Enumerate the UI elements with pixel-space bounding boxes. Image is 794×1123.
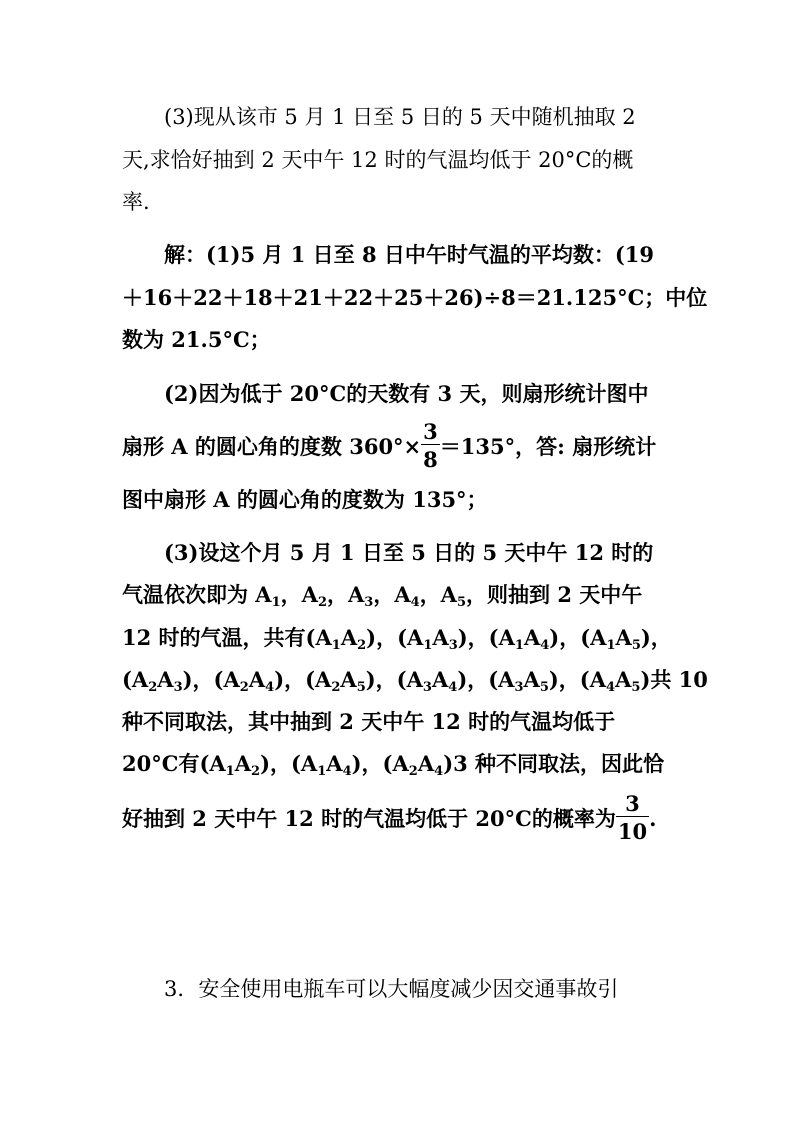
solution-3-line-3: 12 时的气温，共有$(A_1A_2)$，$(A_1A_3)$，$(A_1A_4)$，$(A_1A_5)$， xyxy=(122,625,672,653)
subscript: 2 xyxy=(408,764,418,779)
solution-2-line-2 xyxy=(122,419,682,472)
solution-3-line-7 xyxy=(122,791,682,844)
subscript: 4 xyxy=(434,764,444,779)
text-span: 好抽到 2 天中午 12 时的气温均低于 20°C的概率为 xyxy=(122,806,616,831)
subscript: 1 xyxy=(423,638,433,653)
fraction-3-8 xyxy=(421,421,440,470)
text-span: ，则抽到 2 天中午 xyxy=(466,582,643,607)
solution-3-line-5: 种不同取法，其中抽到 2 天中午 12 时的气温均低于 xyxy=(122,709,616,734)
text-span: 20°C有 xyxy=(122,751,200,776)
text-span: 气温依次即为 A xyxy=(122,582,272,607)
solution-2-line-2-before: 扇形 A 的圆心角的度数 360°× xyxy=(122,434,422,459)
subscript: 3 xyxy=(422,680,432,695)
question-3-line-2: 天,求恰好抽到 2 天中午 12 时的气温均低于 20°C的概 xyxy=(122,148,634,172)
text-span: ，A xyxy=(327,582,365,607)
subscript: 3 xyxy=(448,638,458,653)
solution-3-line-4: $(A_2A_3)$，$(A_2A_4)$，$(A_2A_5)$，$(A_3A_4)$，$(A_3A_5)$，$(A_4A_5)$共 10 xyxy=(122,667,708,695)
subscript: 4 xyxy=(448,680,458,695)
subscript: 5 xyxy=(356,680,366,695)
subscript: 2 xyxy=(317,595,327,610)
subscript: 1 xyxy=(225,764,235,779)
solution-1-line-2: ＋16＋22＋18＋21＋22＋25＋26)÷8＝21.125°C；中位 xyxy=(122,285,708,310)
solution-2-line-1: (2)因为低于 20°C的天数有 3 天，则扇形统计图中 xyxy=(164,381,649,406)
fraction-denominator: 8 xyxy=(423,447,438,472)
subscript: 1 xyxy=(331,638,341,653)
fraction-numerator: 3 xyxy=(423,419,438,444)
fraction-numerator: 3 xyxy=(616,793,649,817)
solution-1-line-1: 解：(1)5 月 1 日至 8 日中午时气温的平均数：(19 xyxy=(164,242,655,267)
subscript: 1 xyxy=(271,595,281,610)
solution-2-line-2-after: ＝135°，答: 扇形统计 xyxy=(439,434,657,459)
subscript: 5 xyxy=(631,638,641,653)
question-3-line-1: (3)现从该市 5 月 1 日至 5 日的 5 天中随机抽取 2 xyxy=(164,105,636,129)
subscript: 2 xyxy=(251,764,261,779)
subscript: 2 xyxy=(331,680,341,695)
subscript: 5 xyxy=(631,680,641,695)
subscript: 3 xyxy=(364,595,374,610)
subscript: 1 xyxy=(317,764,327,779)
subscript: 5 xyxy=(539,680,549,695)
text-span: ，A xyxy=(373,582,411,607)
subscript: 4 xyxy=(265,680,275,695)
question-next-line-1: 3．安全使用电瓶车可以大幅度减少因交通事故引 xyxy=(164,977,619,1001)
solution-3-line-2 xyxy=(122,580,682,614)
solution-2-line-3: 图中扇形 A 的圆心角的度数为 135°； xyxy=(122,487,488,512)
text-span: 共 10 xyxy=(650,667,708,692)
subscript: 4 xyxy=(410,595,420,610)
text-span: ，A xyxy=(280,582,318,607)
subscript: 1 xyxy=(606,638,616,653)
subscript: 2 xyxy=(357,638,367,653)
subscript: 3 xyxy=(514,680,524,695)
subscript: 1 xyxy=(514,638,524,653)
subscript: 4 xyxy=(606,680,616,695)
text-span: . xyxy=(649,806,657,831)
solution-3-line-1: (3)设这个月 5 月 1 日至 5 日的 5 天中午 12 时的 xyxy=(164,540,654,565)
subscript: 5 xyxy=(456,595,467,610)
solution-3-line-6: 20°C有$(A_1A_2)$，$(A_1A_4)$，$(A_2A_4)3$ 种不同取法，因此恰 xyxy=(122,751,665,779)
text-span: 12 时的气温，共有 xyxy=(122,625,306,650)
text-span: 3 种不同取法，因此恰 xyxy=(453,751,665,776)
solution-1-line-3: 数为 21.5°C； xyxy=(122,327,271,352)
subscript: 4 xyxy=(540,638,550,653)
fraction-3-10 xyxy=(616,793,649,842)
fraction-denominator: 10 xyxy=(617,819,648,844)
question-3-line-3: 率. xyxy=(122,190,150,214)
text-span: ，A xyxy=(419,582,457,607)
subscript: 4 xyxy=(342,764,352,779)
subscript: 3 xyxy=(173,680,183,695)
subscript: 2 xyxy=(239,680,249,695)
subscript: 2 xyxy=(148,680,158,695)
